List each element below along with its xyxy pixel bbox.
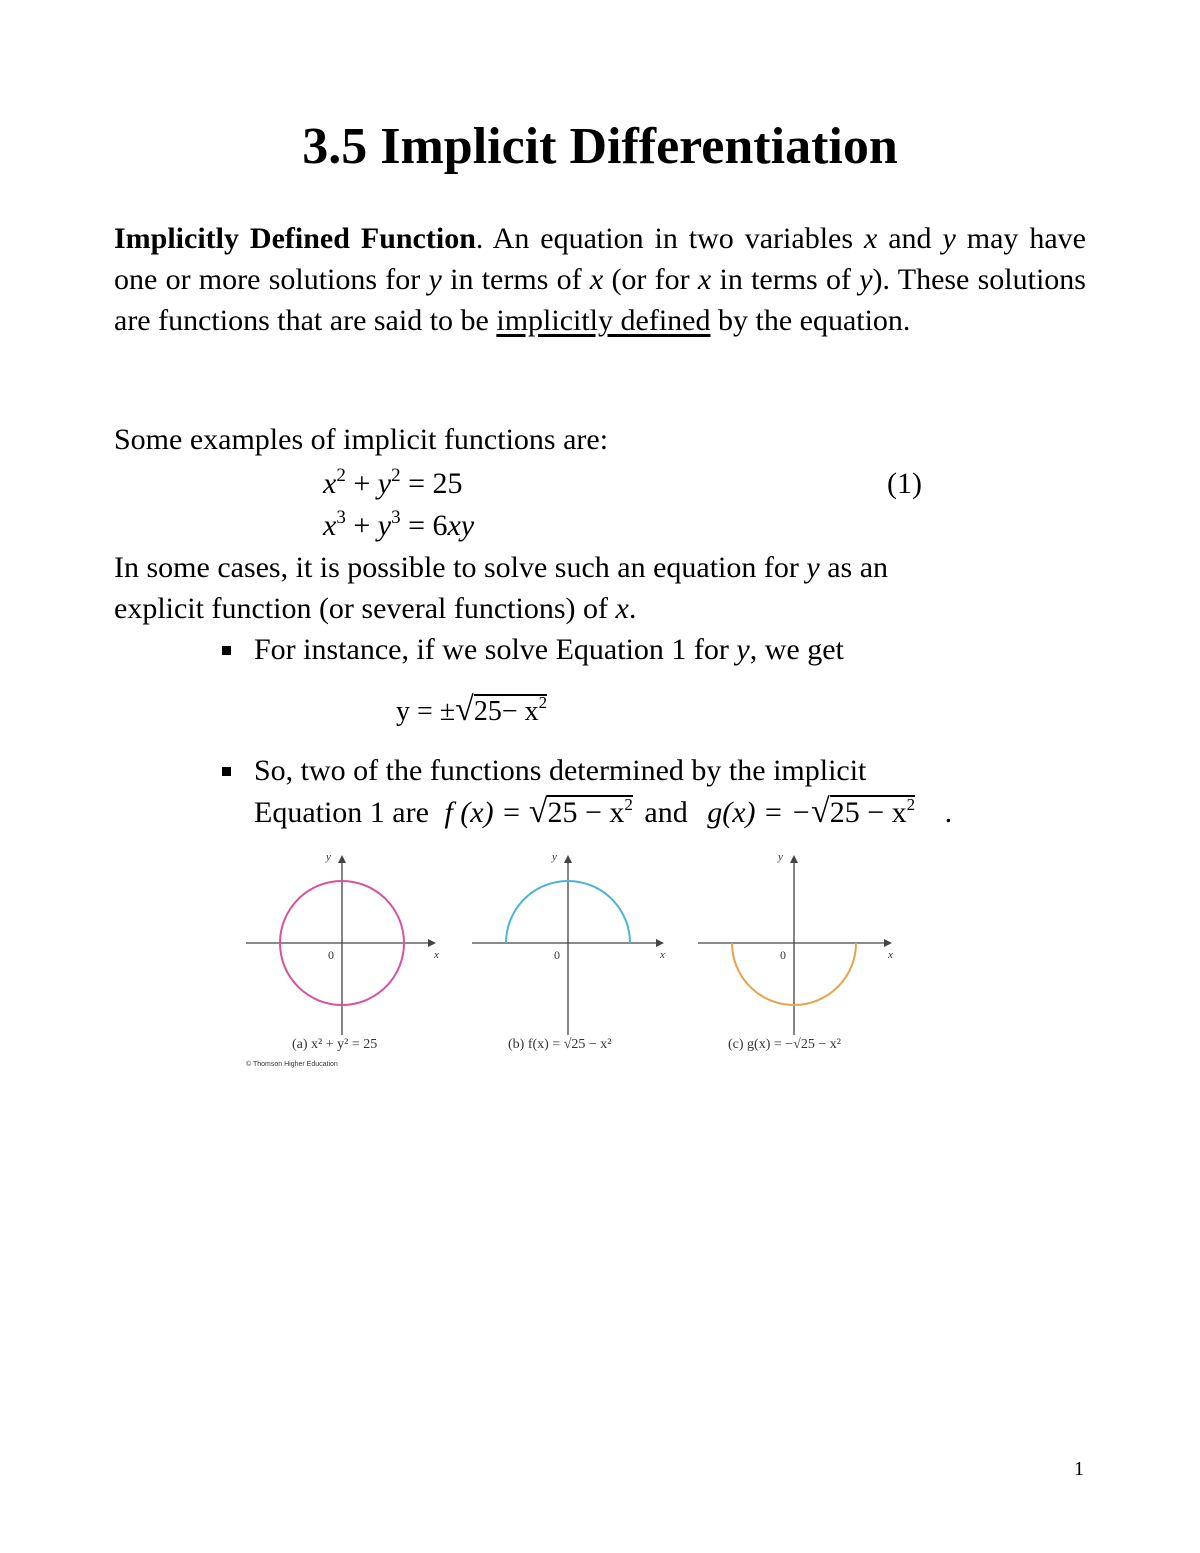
definition-text: by the equation. (710, 304, 911, 337)
eq-operator: + (345, 467, 378, 500)
var-y: y (428, 263, 442, 296)
origin-label: 0 (780, 948, 786, 962)
x-axis-arrow-icon (656, 939, 664, 947)
definition-text: and (877, 222, 943, 255)
radicand-text: 25− x (473, 696, 539, 727)
graph-a (246, 855, 436, 1035)
explicit-text: In some cases, it is possible to solve such an equation for (114, 551, 807, 584)
var-x: x (863, 222, 878, 255)
x-axis-label: x (660, 949, 665, 961)
formula-f (444, 793, 633, 830)
origin-label: 0 (328, 948, 334, 962)
definition-text: (or for (603, 263, 698, 296)
var-x: x (615, 592, 629, 625)
bullet-text: Equation 1 are (254, 796, 429, 829)
graph-b (472, 855, 664, 1035)
var-y: y (942, 222, 956, 255)
caption-b: (b) f(x) = √25 − x² (508, 1037, 612, 1052)
eq-exponent: 2 (391, 465, 401, 486)
eq-rhs: = 25 (400, 467, 463, 500)
page-number: 1 (1074, 1458, 1084, 1480)
caption-c: (c) g(x) = −√25 − x² (728, 1037, 841, 1052)
bullet-item-2-line-1: So, two of the functions determined by the implicit (254, 754, 867, 787)
sqrt-icon: √ (455, 691, 474, 728)
bullet-item-1 (254, 630, 844, 670)
x-axis-arrow-icon (884, 939, 892, 947)
bullet-marker (222, 767, 231, 776)
y-axis-label: y (778, 851, 783, 863)
underlined-term: implicitly defined (496, 304, 711, 337)
origin-label: 0 (554, 948, 560, 962)
equation-1 (323, 464, 463, 504)
formula-g (707, 793, 916, 830)
examples-intro: Some examples of implicit functions are: (114, 423, 609, 456)
eq-exponent: 2 (336, 465, 346, 486)
formula-lhs: y = ± (396, 696, 456, 727)
explicit-text: as an (819, 551, 889, 584)
y-axis-arrow-icon (564, 855, 572, 863)
bullet-text: . (944, 796, 953, 829)
eq-rhs: = 6 (400, 509, 448, 542)
bullet-marker (222, 646, 231, 655)
eq-term: xy (447, 509, 475, 542)
equation-2 (323, 506, 474, 546)
y-axis-arrow-icon (338, 855, 346, 863)
var-y: y (859, 263, 873, 296)
explicit-line-2 (114, 589, 636, 629)
formula-lhs: f (x) = (444, 796, 529, 829)
definition-term: Implicitly Defined Function (114, 222, 476, 255)
var-y: y (736, 633, 750, 666)
graph-c (698, 855, 892, 1035)
eq-term: x (323, 509, 337, 542)
eq-exponent: 2 (538, 693, 548, 712)
definition-text: in terms of (441, 263, 590, 296)
radicand-text: 25 − x (547, 796, 625, 829)
bullet-text: and (644, 796, 688, 829)
sqrt-icon: √ (811, 793, 830, 830)
eq-exponent: 2 (906, 795, 916, 814)
x-axis-label: x (888, 949, 893, 961)
sqrt-icon: √ (528, 793, 548, 830)
formula-lhs: g(x) = − (707, 796, 812, 829)
var-x: x (697, 263, 712, 296)
definition-text: may have one or more solutions for (114, 222, 1086, 296)
eq-term: y (377, 509, 392, 542)
radicand (547, 795, 632, 828)
caption-a: (a) x² + y² = 25 (292, 1037, 378, 1052)
var-y: y (806, 551, 820, 584)
bullet-text: , we get (749, 633, 844, 666)
eq-exponent: 3 (391, 507, 401, 528)
bullet-text: For instance, if we solve Equation 1 for (254, 633, 737, 666)
definition-text: in terms of (711, 263, 860, 296)
radicand-text: 25 − x (829, 796, 907, 829)
definition-text: ). These solutions are functions that are said to be (114, 263, 1086, 337)
page-title: 3.5 Implicit Differentiation (302, 118, 898, 175)
x-axis-label: x (434, 949, 439, 961)
equation-tag: (1) (887, 467, 922, 500)
explicit-text: . (628, 592, 637, 625)
var-x: x (589, 263, 604, 296)
bullet-item-2-line-2 (254, 792, 952, 833)
x-axis-arrow-icon (428, 939, 436, 947)
radicand (830, 795, 915, 828)
formula-solve (396, 690, 547, 732)
graphs-figure (238, 845, 918, 1080)
explicit-line-1 (114, 548, 888, 588)
y-axis-label: y (326, 851, 331, 863)
y-axis-label: y (552, 851, 557, 863)
eq-operator: + (345, 509, 378, 542)
radicand (474, 694, 547, 727)
definition-text: . An equation in two variables (475, 222, 864, 255)
eq-exponent: 3 (336, 507, 346, 528)
y-axis-arrow-icon (790, 855, 798, 863)
eq-term: y (377, 467, 392, 500)
eq-exponent: 2 (624, 795, 633, 814)
eq-term: x (323, 467, 337, 500)
definition-paragraph (114, 218, 1086, 341)
explicit-text: explicit function (or several functions) of (114, 592, 616, 625)
figure-credit: © Thomson Higher Education (246, 1061, 338, 1068)
